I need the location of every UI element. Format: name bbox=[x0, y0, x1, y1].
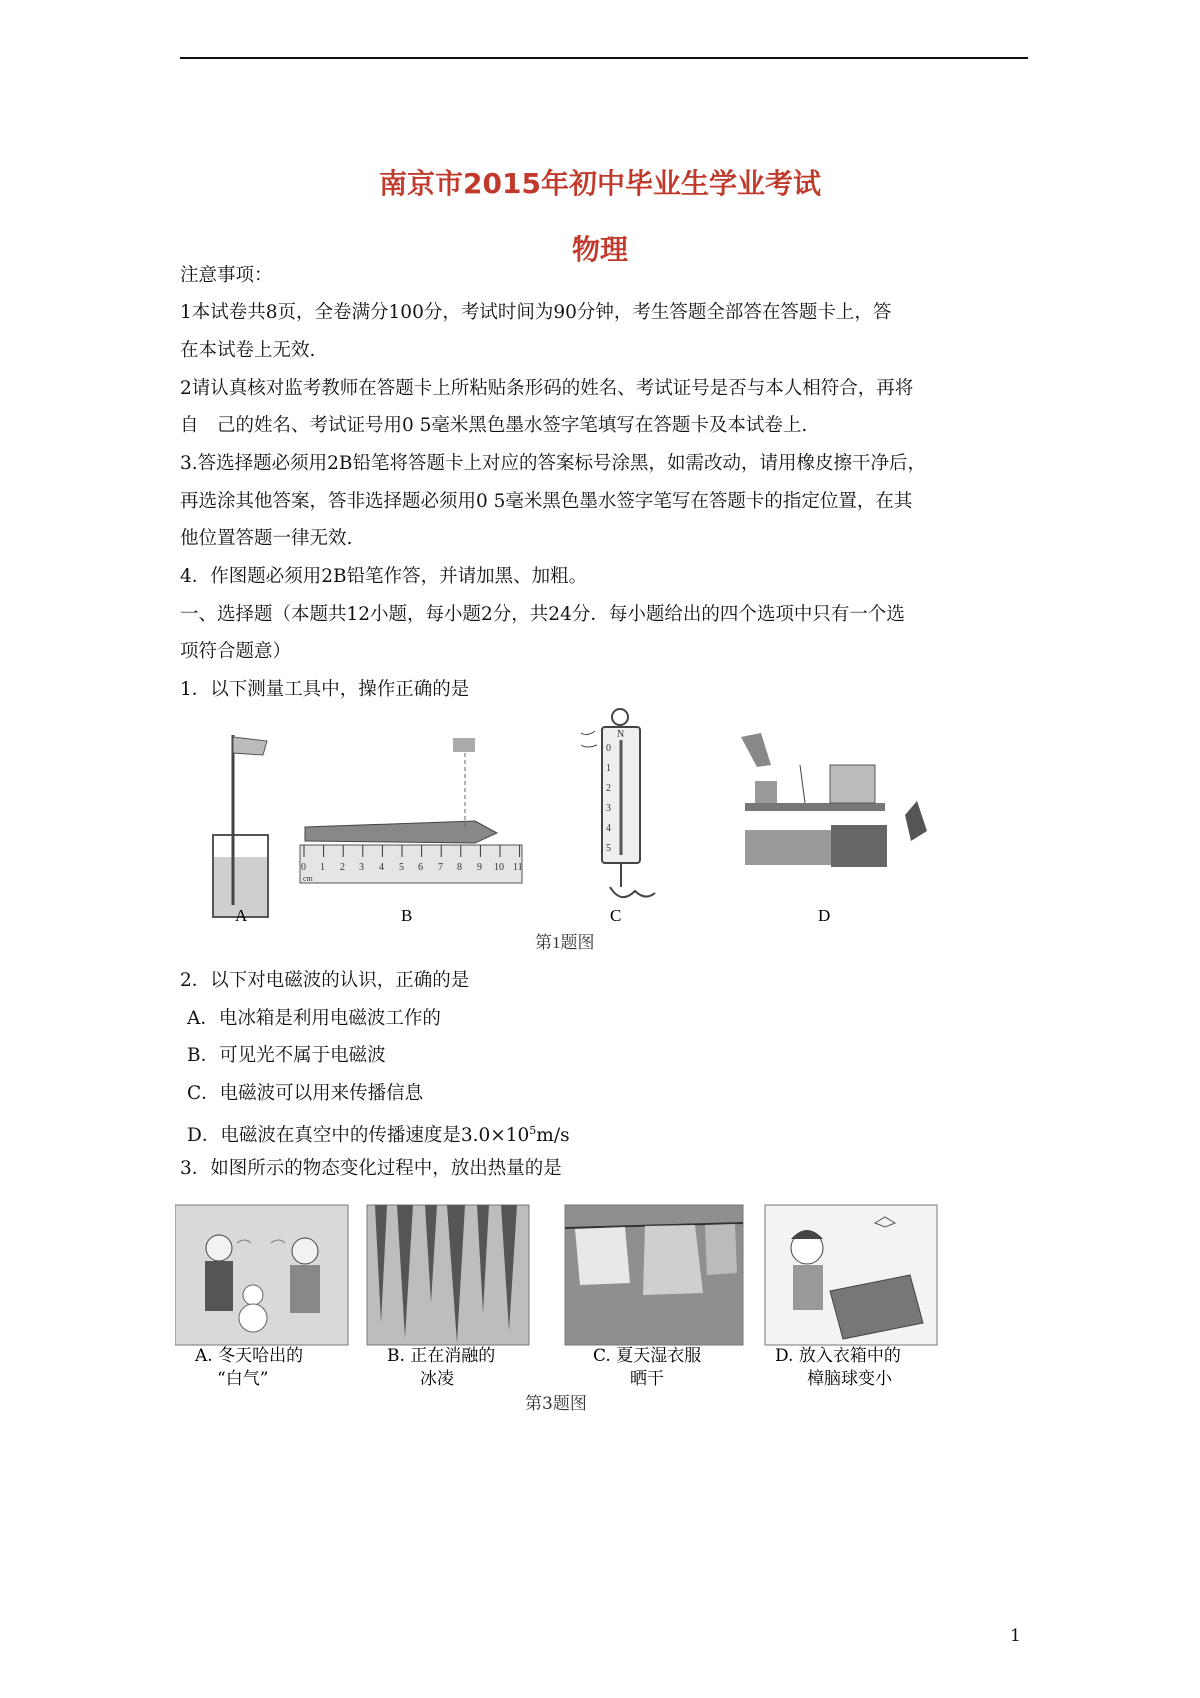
question-3-stem: 3．如图所示的物态变化过程中，放出热量的是 bbox=[180, 1158, 562, 1179]
figure-q1-balance bbox=[741, 733, 927, 867]
figure-q1-label-c: C bbox=[610, 906, 622, 925]
notice-item-2-cont: 自 己的姓名、考试证号用0 5毫米黑色墨水签字笔填写在答题卡及本试卷上. bbox=[180, 415, 808, 436]
scale-mark-0: 0 bbox=[606, 743, 611, 754]
exam-title: 南京市2015年初中毕业生学业考试 bbox=[379, 167, 821, 200]
ruler-tick-0: 0 bbox=[301, 862, 306, 873]
ruler-tick-11: 11 bbox=[513, 862, 523, 873]
notice-item-4: 4．作图题必须用2B铅笔作答，并请加黑、加粗。 bbox=[180, 566, 588, 587]
ruler-tick-9: 9 bbox=[477, 862, 482, 873]
ruler-tick-6: 6 bbox=[418, 862, 423, 873]
scale-top-mark: N bbox=[617, 729, 625, 740]
notice-item-1-cont: 在本试卷上无效. bbox=[180, 340, 316, 361]
figure-q1-label-a: A bbox=[235, 906, 248, 925]
scale-mark-1: 1 bbox=[606, 763, 611, 774]
notice-item-1: 1本试卷共8页，全卷满分100分，考试时间为90分钟，考生答题全部答在答题卡上，答 bbox=[180, 302, 892, 323]
question-2-option-a: A．电冰箱是利用电磁波工作的 bbox=[187, 1008, 441, 1029]
ruler-tick-5: 5 bbox=[399, 862, 404, 873]
question-2-option-d: D．电磁波在真空中的传播速度是$3.0\times 10^5m/s$ bbox=[187, 1124, 570, 1147]
figure-q1-label-b: B bbox=[401, 906, 413, 925]
figure-q3 bbox=[175, 1203, 955, 1418]
notice-heading: 注意事项： bbox=[180, 265, 273, 286]
scale-mark-5: 5 bbox=[606, 843, 611, 854]
ruler-tick-10: 10 bbox=[494, 862, 504, 873]
figure-q3-label-d-1: D. 放入衣箱中的 bbox=[775, 1346, 901, 1366]
question-2-option-c: C．电磁波可以用来传播信息 bbox=[187, 1083, 424, 1104]
figure-q1 bbox=[205, 705, 975, 960]
section-heading-cont: 项符合题意） bbox=[180, 641, 292, 662]
scale-mark-2: 2 bbox=[606, 783, 611, 794]
figure-q3-label-a-1: A. 冬天哈出的 bbox=[195, 1346, 304, 1366]
figure-q3-caption: 第3题图 bbox=[525, 1394, 587, 1414]
figure-q3-panel-a bbox=[175, 1205, 348, 1345]
ruler-tick-2: 2 bbox=[340, 862, 345, 873]
notice-item-3-cont2: 他位置答题一律无效. bbox=[180, 528, 353, 549]
ruler-tick-8: 8 bbox=[457, 862, 462, 873]
figure-q3-label-c-1: C. 夏天湿衣服 bbox=[593, 1346, 702, 1366]
section-heading: 一、选择题（本题共12小题，每小题2分，共24分．每小题给出的四个选项中只有一个选 bbox=[180, 604, 905, 625]
header-rule bbox=[180, 57, 1028, 59]
figure-q3-label-b-1: B. 正在消融的 bbox=[387, 1346, 496, 1366]
ruler-tick-3: 3 bbox=[359, 862, 364, 873]
scale-mark-3: 3 bbox=[606, 803, 611, 814]
figure-q1-label-d: D bbox=[818, 906, 831, 925]
exam-subject: 物理 bbox=[571, 233, 628, 266]
figure-q3-panel-b bbox=[367, 1205, 529, 1345]
notice-item-2: 2请认真核对监考教师在答题卡上所粘贴条形码的姓名、考试证号是否与本人相符合，再将 bbox=[180, 378, 914, 399]
figure-q1-caption: 第1题图 bbox=[535, 933, 595, 952]
figure-q3-label-c-2: 晒干 bbox=[630, 1369, 664, 1389]
scale-mark-4: 4 bbox=[606, 823, 611, 834]
notice-item-3-cont: 再选涂其他答案，答非选择题必须用0 5毫米黑色墨水签字笔写在答题卡的指定位置，在其 bbox=[180, 491, 913, 512]
figure-q3-label-a-2: “白气” bbox=[217, 1369, 269, 1389]
notice-item-3: 3.答选择题必须用2B铅笔将答题卡上对应的答案标号涂黑，如需改动，请用橡皮擦干净后， bbox=[180, 453, 927, 474]
figure-q3-panel-d bbox=[765, 1205, 937, 1345]
question-2-stem: 2．以下对电磁波的认识，正确的是 bbox=[180, 970, 470, 991]
figure-q3-label-b-2: 冰凌 bbox=[420, 1369, 454, 1389]
ruler-tick-4: 4 bbox=[379, 862, 384, 873]
figure-q1-thermometer-beaker bbox=[213, 735, 268, 917]
ruler-unit: cm bbox=[303, 874, 313, 883]
page-number: 1 bbox=[1010, 1626, 1021, 1646]
figure-q1-ruler bbox=[300, 738, 522, 883]
ruler-tick-7: 7 bbox=[438, 862, 443, 873]
ruler-tick-1: 1 bbox=[320, 862, 325, 873]
question-1-stem: 1．以下测量工具中，操作正确的是 bbox=[180, 679, 470, 700]
question-2-option-b: B．可见光不属于电磁波 bbox=[187, 1045, 386, 1066]
figure-q3-panel-c bbox=[565, 1205, 743, 1345]
figure-q3-label-d-2: 樟脑球变小 bbox=[807, 1369, 892, 1389]
